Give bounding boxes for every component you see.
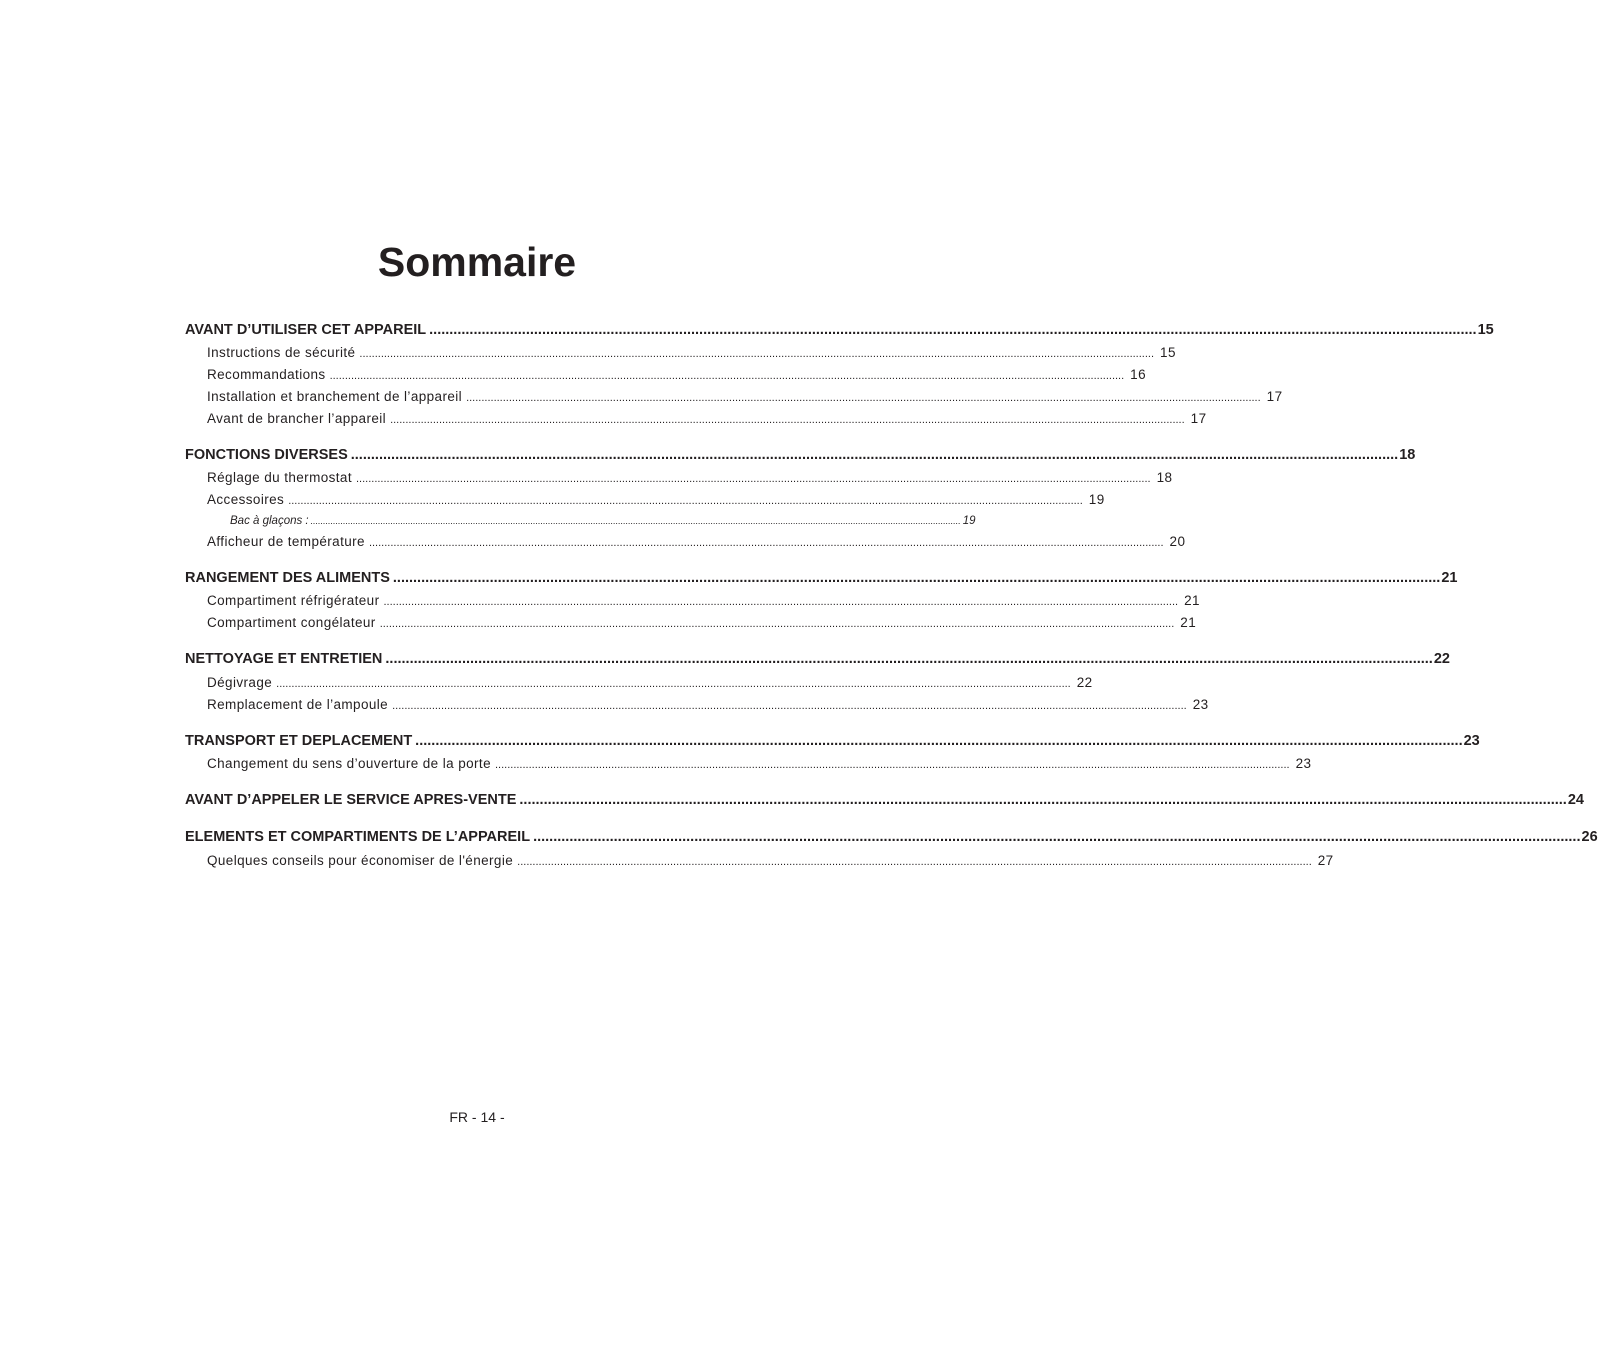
toc-item-label: Réglage du thermostat	[207, 470, 352, 485]
toc-section-avant-utiliser[interactable]	[185, 320, 1494, 340]
toc-page-number: 21	[1184, 593, 1200, 608]
toc-leader-dots: ....................................................................................................................................................................................................................................................................	[390, 414, 1185, 426]
toc-item-afficheur-temperature[interactable]	[207, 533, 1186, 552]
toc-section-rangement-aliments[interactable]	[185, 568, 1458, 588]
toc-leader-dots: ....................................................................................................................................................................................................................................................................	[385, 651, 1433, 667]
toc-item-degivrage[interactable]	[207, 674, 1093, 693]
toc-section-transport-deplacement[interactable]	[185, 731, 1480, 751]
toc-item-reglage-thermostat[interactable]	[207, 469, 1173, 488]
toc-leader-dots: ....................................................................................................................................................................................................................................................................	[368, 537, 1164, 549]
toc-item-remplacement-ampoule[interactable]	[207, 696, 1209, 715]
toc-section-nettoyage-entretien[interactable]	[185, 649, 1450, 669]
toc-page-number: 22	[1433, 651, 1450, 667]
toc-section-label: NETTOYAGE ET ENTRETIEN	[185, 651, 383, 667]
toc-item-label: Instructions de sécurité	[207, 345, 356, 360]
toc-leader-dots: ....................................................................................................................................................................................................................................................................	[517, 856, 1312, 868]
toc-leader-dots: ....................................................................................................................................................................................................................................................................	[379, 618, 1175, 630]
toc-page-number: 19	[1088, 492, 1105, 507]
toc-leader-dots: ....................................................................................................................................................................................................................................................................	[310, 516, 961, 526]
toc-item-label: Changement du sens d’ouverture de la porte	[207, 756, 491, 771]
toc-section-label: ELEMENTS ET COMPARTIMENTS DE L’APPAREIL	[185, 829, 531, 845]
toc-item-label: Remplacement de l’ampoule	[207, 697, 389, 712]
toc-item-label: Bac à glaçons :	[230, 515, 309, 527]
toc-subitem-bac-glacons[interactable]	[230, 513, 976, 529]
toc-item-accessoires[interactable]	[207, 491, 1105, 510]
toc-item-label: Compartiment réfrigérateur	[207, 593, 380, 608]
toc-page-number: 16	[1130, 367, 1146, 382]
toc-item-instructions-securite[interactable]	[207, 344, 1176, 363]
toc-item-label: Compartiment congélateur	[207, 615, 376, 630]
toc-leader-dots: ....................................................................................................................................................................................................................................................................	[276, 678, 1071, 690]
toc-item-label: Dégivrage	[207, 675, 273, 690]
toc-leader-dots: ....................................................................................................................................................................................................................................................................	[533, 829, 1581, 845]
toc-page-number: 20	[1169, 534, 1186, 549]
toc-page-number: 19	[962, 515, 976, 527]
toc-page-number: 15	[1477, 322, 1494, 338]
toc-page-number: 17	[1266, 389, 1283, 404]
toc-item-label: Quelques conseils pour économiser de l'énergie	[207, 853, 514, 868]
toc-item-compartiment-refrigerateur[interactable]	[207, 592, 1200, 611]
toc-page-number: 18	[1156, 470, 1173, 485]
toc-section-fonctions-diverses[interactable]	[185, 445, 1416, 465]
toc-leader-dots: ....................................................................................................................................................................................................................................................................	[350, 447, 1399, 463]
toc-section-label: TRANSPORT ET DEPLACEMENT	[185, 733, 413, 749]
toc-leader-dots: ....................................................................................................................................................................................................................................................................	[466, 392, 1261, 404]
toc-item-label: Recommandations	[207, 367, 326, 382]
toc-leader-dots: ....................................................................................................................................................................................................................................................................	[429, 322, 1477, 338]
toc-page-number: 21	[1180, 615, 1197, 630]
toc-section-label: AVANT D’APPELER LE SERVICE APRES-VENTE	[185, 792, 517, 808]
toc-page-number: 23	[1192, 697, 1209, 712]
toc-leader-dots: ....................................................................................................................................................................................................................................................................	[288, 495, 1083, 507]
toc-leader-dots: ....................................................................................................................................................................................................................................................................	[329, 370, 1125, 382]
toc-leader-dots: ....................................................................................................................................................................................................................................................................	[355, 473, 1151, 485]
toc-page-number: 23	[1463, 733, 1480, 749]
toc-leader-dots: ....................................................................................................................................................................................................................................................................	[392, 700, 1187, 712]
toc-page-number: 26	[1581, 829, 1598, 845]
toc-leader-dots: ....................................................................................................................................................................................................................................................................	[383, 596, 1179, 608]
toc-item-installation[interactable]	[207, 388, 1283, 407]
toc-item-compartiment-congelateur[interactable]	[207, 614, 1197, 633]
toc-section-elements-compartiments[interactable]	[185, 827, 1598, 847]
toc-page-number: 21	[1441, 570, 1458, 586]
toc-item-label: Installation et branchement de l’appareil	[207, 389, 463, 404]
toc-leader-dots: ....................................................................................................................................................................................................................................................................	[392, 570, 1441, 586]
toc-item-recommandations[interactable]	[207, 366, 1146, 385]
toc-section-label: RANGEMENT DES ALIMENTS	[185, 570, 390, 586]
toc-page-number: 22	[1076, 675, 1093, 690]
toc-page-number: 15	[1160, 345, 1176, 360]
toc-item-label: Afficheur de température	[207, 534, 365, 549]
toc-item-changement-sens-porte[interactable]	[207, 755, 1312, 774]
toc-page-number: 27	[1317, 853, 1334, 868]
toc-page-number: 23	[1295, 756, 1312, 771]
toc-item-avant-brancher[interactable]	[207, 410, 1207, 429]
toc-leader-dots: ....................................................................................................................................................................................................................................................................	[494, 759, 1290, 771]
toc-page-number: 24	[1567, 792, 1584, 808]
page-title: Sommaire	[377, 239, 577, 285]
page-footer: FR - 14 -	[449, 1109, 505, 1125]
toc-leader-dots: ....................................................................................................................................................................................................................................................................	[519, 792, 1567, 808]
toc-section-label: FONCTIONS DIVERSES	[185, 447, 348, 463]
toc-item-label: Accessoires	[207, 492, 285, 507]
toc-page-number: 17	[1190, 411, 1207, 426]
toc-item-label: Avant de brancher l’appareil	[207, 411, 387, 426]
toc-section-service-apres-vente[interactable]	[185, 790, 1584, 810]
toc-item-conseils-energie[interactable]	[207, 852, 1334, 871]
toc-leader-dots: ....................................................................................................................................................................................................................................................................	[359, 348, 1155, 360]
toc-section-label: AVANT D’UTILISER CET APPAREIL	[185, 322, 427, 338]
toc-leader-dots: ....................................................................................................................................................................................................................................................................	[415, 733, 1463, 749]
toc-page-number: 18	[1399, 447, 1416, 463]
